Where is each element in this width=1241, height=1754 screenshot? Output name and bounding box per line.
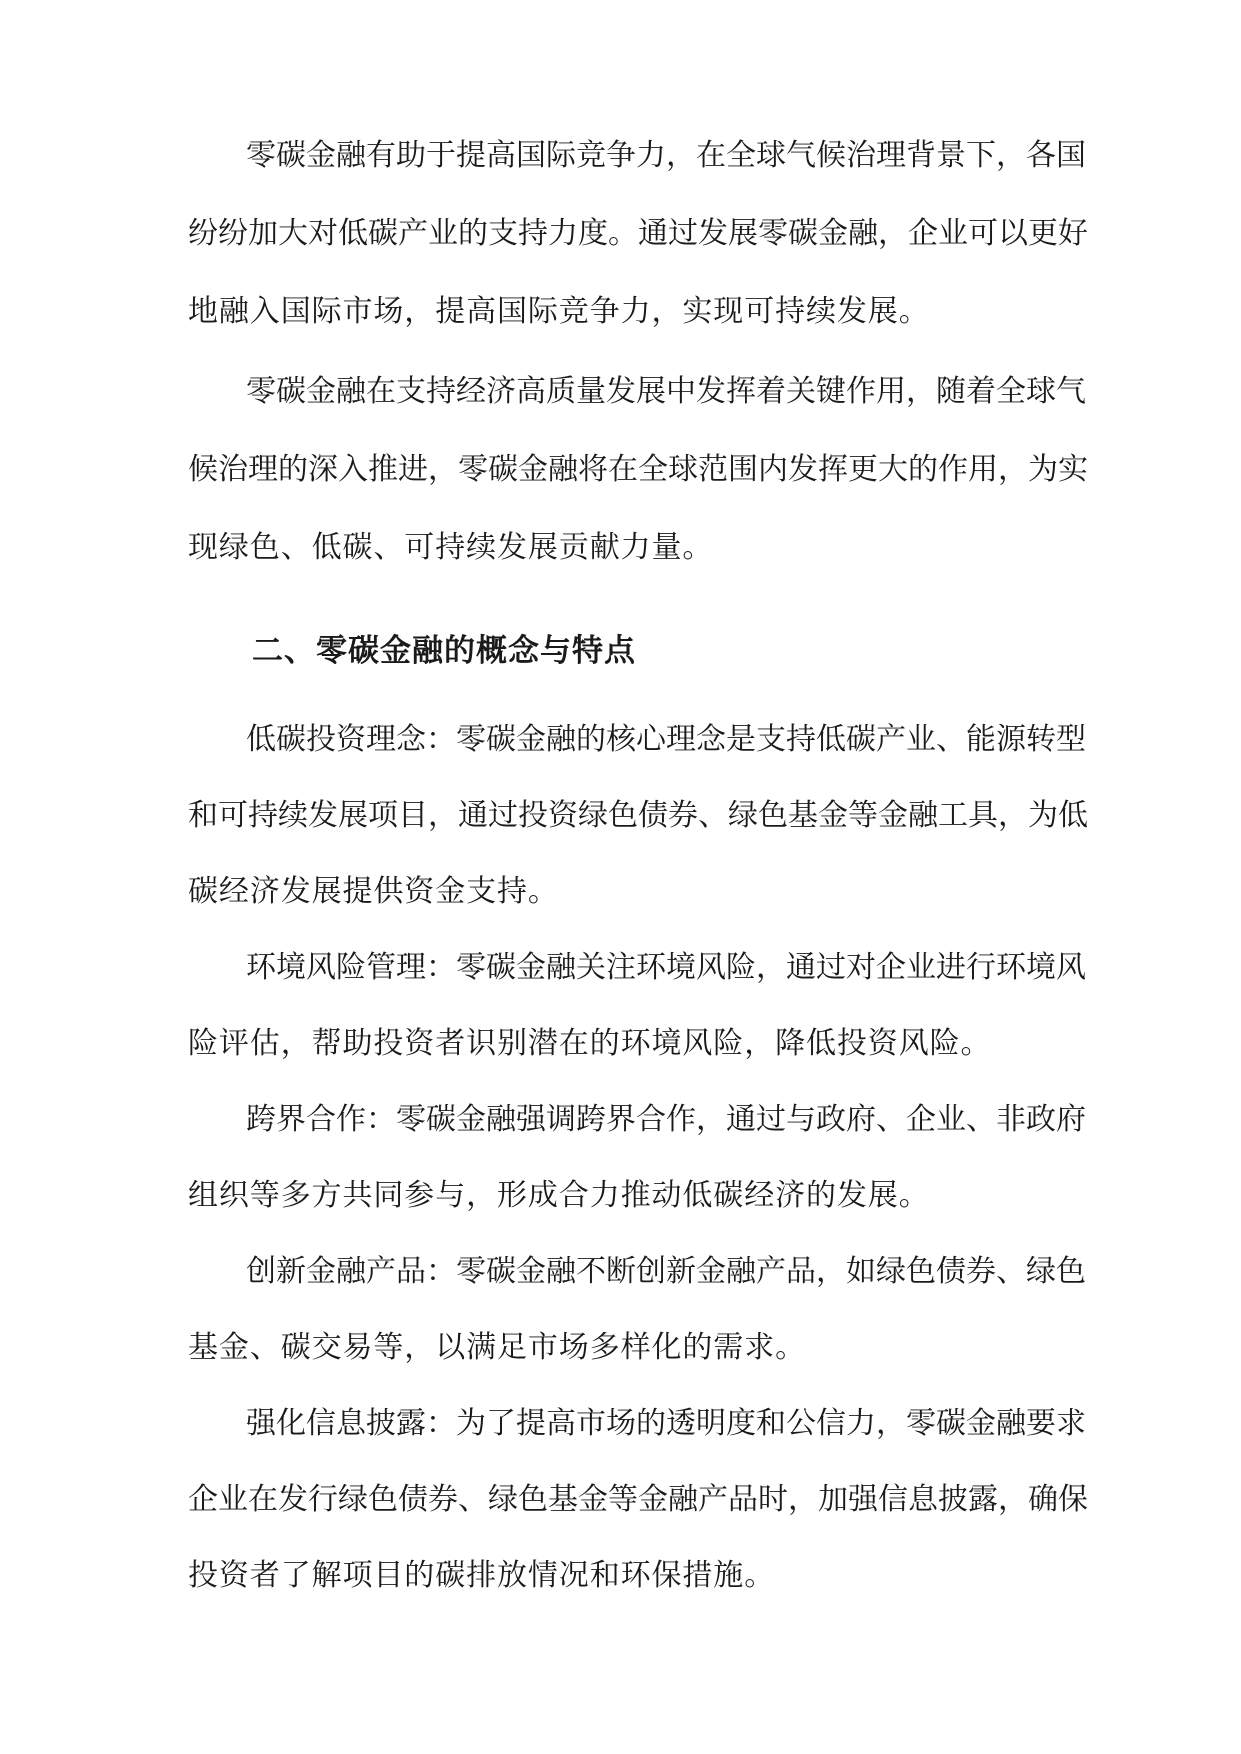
paragraph-5-line-2: 组织等多方共同参与，形成合力推动低碳经济的发展。 [188,1178,930,1213]
paragraph-3-line-3: 碳经济发展提供资金支持。 [188,874,559,909]
paragraph-4-line-1: 环 境 风 险 管 理 ： 零 碳 金 融 关 注 环 境 风 险 ， 通 过 对 企 业 进 行 环 境 风 [246,950,1086,985]
paragraph-2-line-1: 零 碳 金 融 在 支 持 经 济 高 质 量 发 展 中 发 挥 着 关 键 作 用 ， 随 着 全 球 气 [246,374,1086,409]
paragraph-1-line-1: 零 碳 金 融 有 助 于 提 高 国 际 竞 争 力 ， 在 全 球 气 候 治 理 背 景 下 ， 各 国 [246,138,1086,173]
paragraph-2-line-3: 现绿色、低碳、可持续发展贡献力量。 [188,530,714,565]
paragraph-2-line-2: 候 治 理 的 深 入 推 进 ， 零 碳 金 融 将 在 全 球 范 围 内 发 挥 更 大 的 作 用 ， 为 实 [188,452,1088,487]
paragraph-7-line-2: 企 业 在 发 行 绿 色 债 券 、 绿 色 基 金 等 金 融 产 品 时 ， 加 强 信 息 披 露 ， 确 保 [188,1482,1088,1517]
paragraph-6-line-2: 基金、碳交易等，以满足市场多样化的需求。 [188,1330,806,1365]
paragraph-3-line-1: 低 碳 投 资 理 念 ： 零 碳 金 融 的 核 心 理 念 是 支 持 低 碳 产 业 、 能 源 转 型 [246,722,1086,757]
paragraph-7-line-3: 投资者了解项目的碳排放情况和环保措施。 [188,1558,776,1593]
paragraph-7-line-1: 强 化 信 息 披 露 ： 为 了 提 高 市 场 的 透 明 度 和 公 信 力 ， 零 碳 金 融 要 求 [246,1406,1086,1441]
section-heading: 二、零碳金融的概念与特点 [252,633,636,669]
paragraph-6-line-1: 创 新 金 融 产 品 ： 零 碳 金 融 不 断 创 新 金 融 产 品 ， 如 绿 色 债 券 、 绿 色 [246,1254,1086,1289]
paragraph-1-line-2: 纷 纷 加 大 对 低 碳 产 业 的 支 持 力 度 。 通 过 发 展 零 碳 金 融 ， 企 业 可 以 更 好 [188,216,1088,251]
paragraph-3-line-2: 和 可 持 续 发 展 项 目 ， 通 过 投 资 绿 色 债 券 、 绿 色 基 金 等 金 融 工 具 ， 为 低 [188,798,1088,833]
paragraph-4-line-2: 险评估，帮助投资者识别潜在的环境风险，降低投资风险。 [188,1026,992,1061]
paragraph-1-line-3: 地融入国际市场，提高国际竞争力，实现可持续发展。 [188,294,930,329]
paragraph-5-line-1: 跨 界 合 作 ： 零 碳 金 融 强 调 跨 界 合 作 ， 通 过 与 政 府 、 企 业 、 非 政 府 [246,1102,1086,1137]
